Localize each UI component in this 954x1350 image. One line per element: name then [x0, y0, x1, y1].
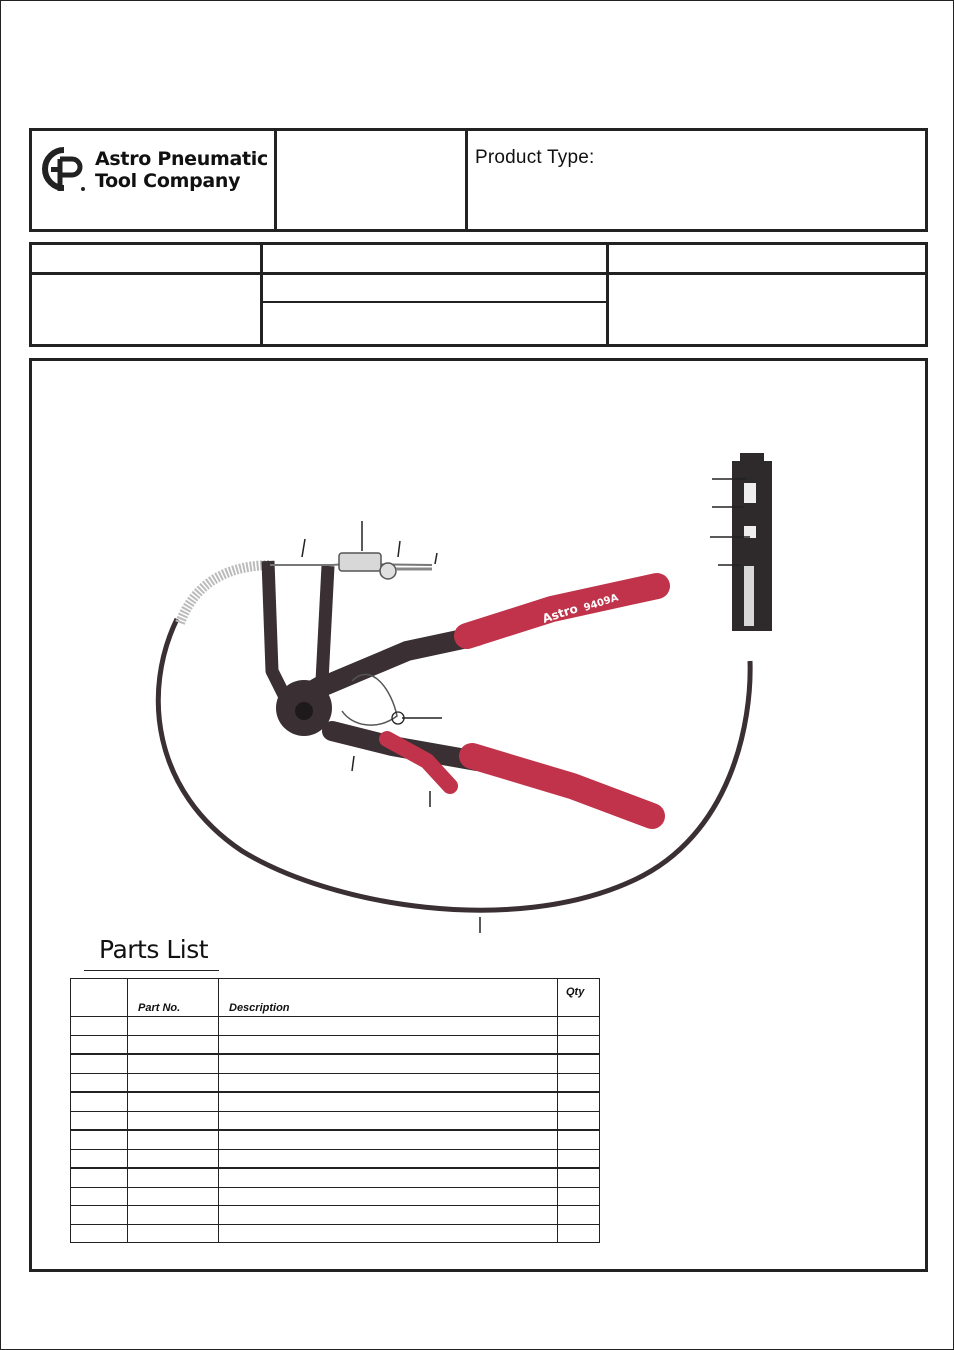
company-logo-cell: [32, 131, 277, 229]
remote-head-window: [744, 566, 754, 626]
parts-cell-part-no: [128, 1168, 219, 1187]
parts-cell-description: [219, 1073, 558, 1092]
parts-cell-index: [71, 1073, 128, 1092]
info-table-divider-2: [606, 245, 609, 344]
pivot-center: [295, 702, 313, 720]
parts-table-row: [71, 1130, 600, 1149]
parts-cell-qty: [558, 1206, 600, 1225]
parts-table-row: [71, 1224, 600, 1243]
info-table-header-rule: [32, 272, 925, 275]
parts-cell-description: [219, 1168, 558, 1187]
col-description-header: Description: [219, 979, 558, 1017]
info-table-mid-rule: [263, 301, 606, 303]
parts-cell-index: [71, 1206, 128, 1225]
parts-cell-description: [219, 1130, 558, 1149]
remote-head-slot: [744, 483, 756, 503]
parts-cell-qty: [558, 1130, 600, 1149]
parts-title-underline: [84, 970, 219, 971]
parts-cell-index: [71, 1130, 128, 1149]
parts-table-row: [71, 1206, 600, 1225]
parts-cell-qty: [558, 1092, 600, 1111]
parts-cell-part-no: [128, 1224, 219, 1243]
parts-cell-description: [219, 1111, 558, 1130]
parts-table-row: [71, 1168, 600, 1187]
parts-cell-qty: [558, 1187, 600, 1206]
parts-cell-qty: [558, 1149, 600, 1168]
parts-cell-qty: [558, 1111, 600, 1130]
parts-cell-qty: [558, 1224, 600, 1243]
info-table: [29, 242, 928, 347]
parts-cell-description: [219, 1224, 558, 1243]
company-name: [95, 148, 268, 192]
parts-cell-part-no: [128, 1017, 219, 1036]
parts-list-title: Parts List: [99, 935, 209, 964]
col-qty-header: Qty: [558, 979, 600, 1017]
parts-table-row: [71, 1017, 600, 1036]
col-part-no-header: Part No.: [128, 979, 219, 1017]
parts-cell-qty: [558, 1035, 600, 1054]
adjuster-barrel: [339, 553, 381, 571]
parts-cell-index: [71, 1092, 128, 1111]
parts-cell-part-no: [128, 1149, 219, 1168]
parts-table-row: [71, 1035, 600, 1054]
info-table-divider-1: [260, 245, 263, 344]
parts-cell-description: [219, 1054, 558, 1073]
parts-cell-description: [219, 1092, 558, 1111]
header-box: [29, 128, 928, 232]
parts-cell-part-no: [128, 1111, 219, 1130]
parts-cell-part-no: [128, 1206, 219, 1225]
product-type-label: Product Type:: [475, 147, 595, 168]
diagram-frame: [29, 358, 928, 1272]
parts-cell-part-no: [128, 1130, 219, 1149]
parts-cell-qty: [558, 1168, 600, 1187]
parts-table-row: [71, 1149, 600, 1168]
parts-cell-index: [71, 1017, 128, 1036]
parts-cell-index: [71, 1035, 128, 1054]
handle-model-text: 9409A: [582, 592, 620, 614]
parts-table-row: [71, 1073, 600, 1092]
parts-cell-index: [71, 1111, 128, 1130]
parts-cell-qty: [558, 1054, 600, 1073]
astro-logo-icon: [42, 147, 88, 193]
company-name-line2: Tool Company: [95, 170, 241, 192]
parts-cell-index: [71, 1168, 128, 1187]
parts-table: [70, 978, 600, 1243]
upper-arm: [324, 636, 477, 686]
parts-cell-index: [71, 1187, 128, 1206]
parts-cell-index: [71, 1224, 128, 1243]
remote-head-slot-2: [744, 526, 756, 538]
parts-table-row: [71, 1092, 600, 1111]
parts-table-header: [71, 979, 600, 1017]
remote-head-collar: [740, 453, 764, 467]
parts-cell-description: [219, 1206, 558, 1225]
parts-cell-description: [219, 1149, 558, 1168]
parts-table-body: [71, 1017, 600, 1243]
parts-table-row: [71, 1111, 600, 1130]
handle-brand-text: Astro: [540, 601, 580, 626]
model-cell: [277, 131, 468, 229]
parts-cell-index: [71, 1149, 128, 1168]
leader-lines: [302, 479, 750, 933]
parts-table-row: [71, 1187, 600, 1206]
parts-cell-qty: [558, 1073, 600, 1092]
parts-cell-description: [219, 1017, 558, 1036]
adjuster-knob: [380, 563, 396, 579]
parts-cell-index: [71, 1054, 128, 1073]
company-name-line1: Astro Pneumatic: [95, 148, 268, 170]
parts-cell-part-no: [128, 1187, 219, 1206]
parts-cell-description: [219, 1035, 558, 1054]
spring-sleeve: [180, 565, 270, 623]
parts-cell-part-no: [128, 1092, 219, 1111]
parts-table-row: [71, 1054, 600, 1073]
parts-cell-part-no: [128, 1073, 219, 1092]
parts-cell-qty: [558, 1017, 600, 1036]
col-index-header: [71, 979, 128, 1017]
parts-cell-part-no: [128, 1035, 219, 1054]
product-type-cell: [468, 131, 925, 229]
parts-cell-part-no: [128, 1054, 219, 1073]
parts-cell-description: [219, 1187, 558, 1206]
lower-handle: [472, 756, 652, 816]
